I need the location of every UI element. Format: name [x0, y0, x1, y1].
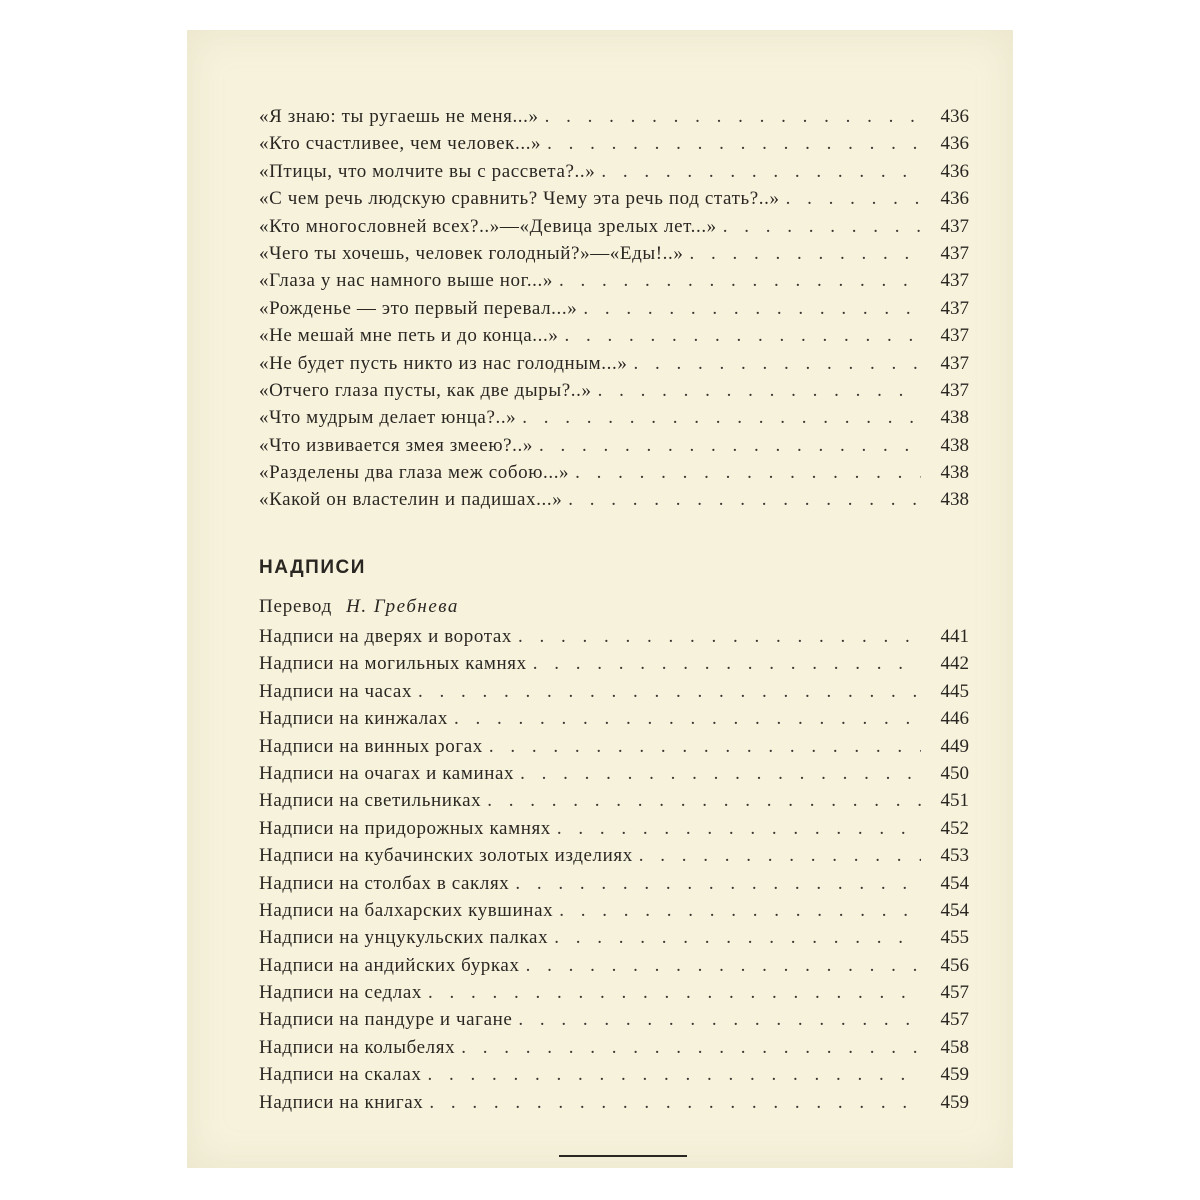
toc-entry-page: 436 [940, 133, 969, 155]
toc-entry [259, 1037, 969, 1064]
toc-entry-page: 446 [940, 708, 969, 730]
toc-entry-page: 449 [940, 735, 969, 757]
toc-entry [259, 270, 969, 297]
toc-entry-page: 437 [940, 215, 969, 237]
toc-entry-page: 459 [940, 1091, 969, 1113]
toc-entry [259, 681, 969, 708]
toc-entry-page: 459 [940, 1064, 969, 1086]
toc-list-inscriptions [259, 626, 969, 1119]
dot-leader [689, 243, 921, 265]
toc-entry-page: 458 [940, 1036, 969, 1058]
toc-entry-title: Надписи на унцукульских палках [259, 927, 549, 949]
toc-entry-page: 454 [940, 872, 969, 894]
dot-leader [489, 736, 921, 758]
toc-entry [259, 188, 969, 215]
dot-leader [520, 763, 921, 785]
toc-entry-title: Надписи на скалах [259, 1064, 422, 1086]
toc-entry-page: 451 [940, 790, 969, 812]
footer-rule [559, 1155, 687, 1157]
toc-entry [259, 407, 969, 434]
toc-entry-title: «Какой он властелин и падишах...» [259, 489, 563, 511]
toc-entry-page: 437 [940, 325, 969, 347]
toc-entry-title: Надписи на седлах [259, 982, 422, 1004]
toc-entry [259, 435, 969, 462]
toc-entry-page: 438 [940, 489, 969, 511]
toc-entry [259, 873, 969, 900]
toc-entry-title: Надписи на могильных камнях [259, 653, 527, 675]
dot-leader [429, 1092, 921, 1114]
dot-leader [526, 955, 921, 977]
dot-leader [598, 380, 921, 402]
dot-leader [522, 407, 921, 429]
toc-entry [259, 818, 969, 845]
toc-entry-page: 436 [940, 106, 969, 127]
toc-entry [259, 982, 969, 1009]
toc-entry-title: Надписи на кубачинских золотых изделиях [259, 845, 633, 867]
toc-entry-title: Надписи на столбах в саклях [259, 872, 510, 894]
dot-leader [575, 462, 921, 484]
dot-leader [461, 1037, 921, 1059]
dot-leader [515, 873, 921, 895]
toc-entry-page: 442 [940, 653, 969, 675]
toc-entry [259, 790, 969, 817]
translator-label: Перевод [259, 596, 333, 617]
toc-entry [259, 325, 969, 352]
toc-entry-title: «Птицы, что молчите вы с рассвета?..» [259, 160, 596, 182]
toc-entry [259, 955, 969, 982]
toc-entry-page: 441 [940, 626, 969, 647]
toc-entry-title: Надписи на придорожных камнях [259, 817, 551, 839]
dot-leader [559, 270, 921, 292]
toc-entry-page: 445 [940, 680, 969, 702]
toc-entry [259, 133, 969, 160]
toc-entry-title: Надписи на светильниках [259, 790, 482, 812]
toc-entry [259, 106, 969, 133]
toc-entry-title: «Кто многословней всех?..»—«Девица зрелых лет...» [259, 215, 717, 237]
dot-leader [539, 435, 921, 457]
toc-entry [259, 626, 969, 653]
toc-entry-title: Надписи на книгах [259, 1091, 424, 1113]
toc-entry-page: 455 [940, 927, 969, 949]
dot-leader [583, 298, 921, 320]
toc-entry-page: 450 [940, 762, 969, 784]
dot-leader [518, 1009, 921, 1031]
toc-entry [259, 216, 969, 243]
toc-entry-page: 436 [940, 160, 969, 182]
toc-entry-title: «Что мудрым делает юнца?..» [259, 407, 517, 429]
toc-entry-title: «Рожденье — это первый перевал...» [259, 297, 578, 319]
toc-entry-page: 456 [940, 954, 969, 976]
toc-entry-page: 438 [940, 462, 969, 484]
dot-leader [786, 188, 921, 210]
toc-entry-page: 457 [940, 1009, 969, 1031]
toc-entry-page: 438 [940, 434, 969, 456]
toc-entry-title: «Чего ты хочешь, человек голодный?»—«Еды!..» [259, 242, 684, 264]
dot-leader [427, 1064, 921, 1086]
dot-leader [559, 900, 921, 922]
dot-leader [545, 106, 921, 128]
toc-entry [259, 1092, 969, 1119]
toc-entry-title: Надписи на очагах и каминах [259, 762, 515, 784]
toc-entry-page: 457 [940, 982, 969, 1004]
toc-list-poems [259, 106, 969, 517]
toc-entry [259, 380, 969, 407]
toc-entry-page: 437 [940, 379, 969, 401]
toc-entry-title: «Глаза у нас намного выше ног...» [259, 270, 553, 292]
toc-entry-page: 437 [940, 270, 969, 292]
dot-leader [533, 653, 921, 675]
toc-entry [259, 653, 969, 680]
dot-leader [639, 845, 921, 867]
toc-entry-title: «Не мешай мне петь и до конца...» [259, 325, 559, 347]
toc-entry [259, 353, 969, 380]
toc-entry-title: Надписи на колыбелях [259, 1036, 456, 1058]
dot-leader [723, 216, 921, 238]
translator-name: Н. Гребнева [346, 596, 459, 617]
toc-entry [259, 1064, 969, 1091]
book-page [187, 30, 1013, 1168]
toc-entry-page: 437 [940, 352, 969, 374]
toc-entry-title: Надписи на часах [259, 680, 413, 702]
dot-leader [601, 161, 921, 183]
toc-entry-title: Надписи на пандуре и чагане [259, 1009, 513, 1031]
toc-entry [259, 161, 969, 188]
toc-entry-page: 438 [940, 407, 969, 429]
toc-entry-title: Надписи на балхарских кувшинах [259, 899, 554, 921]
dot-leader [554, 927, 921, 949]
toc-entry [259, 243, 969, 270]
toc-entry-title: Надписи на винных рогах [259, 735, 483, 757]
dot-leader [428, 982, 921, 1004]
toc-entry-title: «Не будет пусть никто из нас голодным...» [259, 352, 628, 374]
toc-entry [259, 1009, 969, 1036]
toc-entry-title: «С чем речь людскую сравнить? Чему эта речь под стать?..» [259, 188, 780, 210]
toc-entry-title: Надписи на андийских бурках [259, 954, 520, 976]
toc-entry [259, 927, 969, 954]
toc-entry-title: Надписи на дверях и воротах [259, 626, 512, 647]
dot-leader [633, 353, 921, 375]
toc-entry-title: «Я знаю: ты ругаешь не меня...» [259, 106, 539, 127]
toc-entry-title: Надписи на кинжалах [259, 708, 448, 730]
toc-entry-title: «Кто счастливее, чем человек...» [259, 133, 542, 155]
toc-entry [259, 845, 969, 872]
dot-leader [564, 325, 921, 347]
dot-leader [454, 708, 921, 730]
toc-entry-page: 454 [940, 899, 969, 921]
toc-entry [259, 708, 969, 735]
dot-leader [418, 681, 921, 703]
dot-leader [487, 790, 921, 812]
toc-entry [259, 736, 969, 763]
toc-entry [259, 489, 969, 516]
toc-entry-page: 453 [940, 845, 969, 867]
dot-leader [547, 133, 921, 155]
dot-leader [557, 818, 921, 840]
toc-entry [259, 298, 969, 325]
toc-entry [259, 763, 969, 790]
translator-credit [259, 596, 459, 618]
toc-entry-page: 436 [940, 188, 969, 210]
toc-entry-page: 437 [940, 297, 969, 319]
toc-entry [259, 462, 969, 489]
toc-entry-title: «Отчего глаза пусты, как две дыры?..» [259, 379, 592, 401]
toc-entry-page: 437 [940, 242, 969, 264]
dot-leader [568, 489, 921, 511]
dot-leader [518, 626, 921, 648]
section-heading: НАДПИСИ [259, 557, 366, 578]
toc-entry [259, 900, 969, 927]
toc-entry-page: 452 [940, 817, 969, 839]
toc-entry-title: «Что извивается змея змеею?..» [259, 434, 533, 456]
toc-entry-title: «Разделены два глаза меж собою...» [259, 462, 570, 484]
